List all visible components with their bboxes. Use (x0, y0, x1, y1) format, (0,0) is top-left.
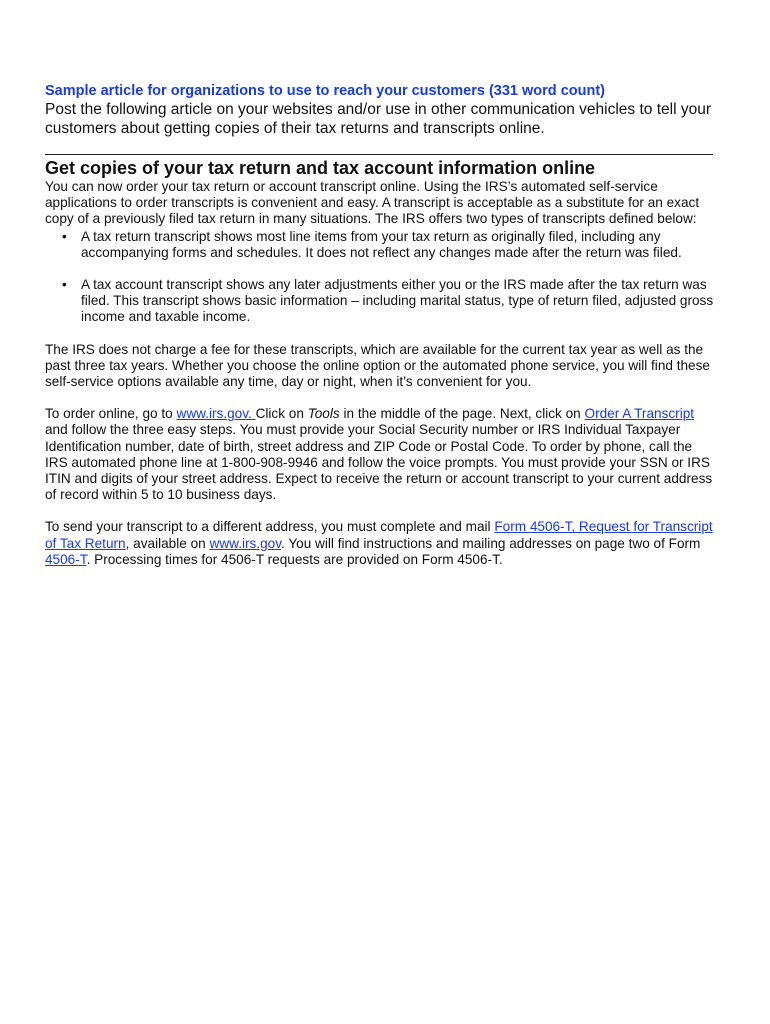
paragraph-order-online (45, 406, 715, 503)
text-segment: . Processing times for 4506-T requests are provided on Form 4506-T. (86, 551, 503, 567)
intro-heading: Sample article for organizations to use to reach your customers (331 word count) (45, 83, 605, 99)
bullet-icon: • (62, 277, 67, 293)
list-item (45, 229, 715, 261)
text-segment: To order online, go to (45, 406, 177, 422)
order-transcript-link[interactable]: Order A Transcript (584, 406, 695, 422)
list-item-text: A tax account transcript shows any later adjustments either you or the IRS made after the tax return was filed. This transcript shows basic information – including marital status, type of return filed, adjusted gross income and taxable income. (81, 277, 714, 325)
intro-text: Post the following article on your websites and/or use in other communication vehicles to tell your customers about getting copies of their tax returns and transcripts online. (45, 101, 711, 137)
list-item-text: A tax return transcript shows most line items from your tax return as originally filed, including any accompanying forms and schedules. It does not reflect any changes made after the return was filed. (81, 228, 682, 260)
section-divider (45, 154, 713, 155)
list-item (45, 277, 715, 326)
article-title: Get copies of your tax return and tax account information online (45, 158, 596, 178)
paragraph-different-address (45, 519, 715, 568)
text-segment: To send your transcript to a different address, you must complete and mail (45, 519, 495, 535)
paragraph-fees: The IRS does not charge a fee for these transcripts, which are available for the current tax year as well as the past three tax years. Whether you choose the online option or the automated phone service, you will find these self-service options available any time, day or night, when it’s convenient for you. (45, 341, 710, 390)
irs-website-link[interactable]: www.irs.gov. (176, 406, 256, 422)
text-segment: Click on (255, 406, 308, 422)
form-4506t-request-link[interactable]: Form 4506-T, Request for Transcript of Tax Return (45, 519, 713, 551)
transcript-types-list (45, 229, 715, 326)
text-segment: and follow the three easy steps. You must provide your Social Security number or IRS Individual Taxpayer Identification number, date of birth, street address and ZIP Code or Postal Code. To order by phone, call the IRS automated phone line at 1-800-908-9946 and follow the voice prompts. You must provide your SSN or IRS ITIN and digits of your street address. Expect to receive the return or account transcript to your current address of record within 5 to 10 business days. (45, 422, 713, 503)
text-segment: . You will find instructions and mailing addresses on page two of Form (281, 535, 701, 551)
paragraph-intro: You can now order your tax return or account transcript online. Using the IRS’s automated self-service applications to order transcripts is convenient and easy. A transcript is acceptable as a substitute for an exact copy of a previously filed tax return in many situations. The IRS offers two types of transcripts defined below: (45, 179, 700, 227)
bullet-icon: • (62, 228, 67, 244)
tools-emphasis: Tools (307, 406, 340, 422)
document-page (45, 82, 715, 568)
text-segment: , available on (125, 535, 210, 551)
text-segment: in the middle of the page. Next, click on (339, 406, 585, 422)
irs-website-link-2[interactable]: www.irs.gov (209, 535, 282, 551)
form-4506t-link[interactable]: 4506-T (45, 551, 87, 567)
